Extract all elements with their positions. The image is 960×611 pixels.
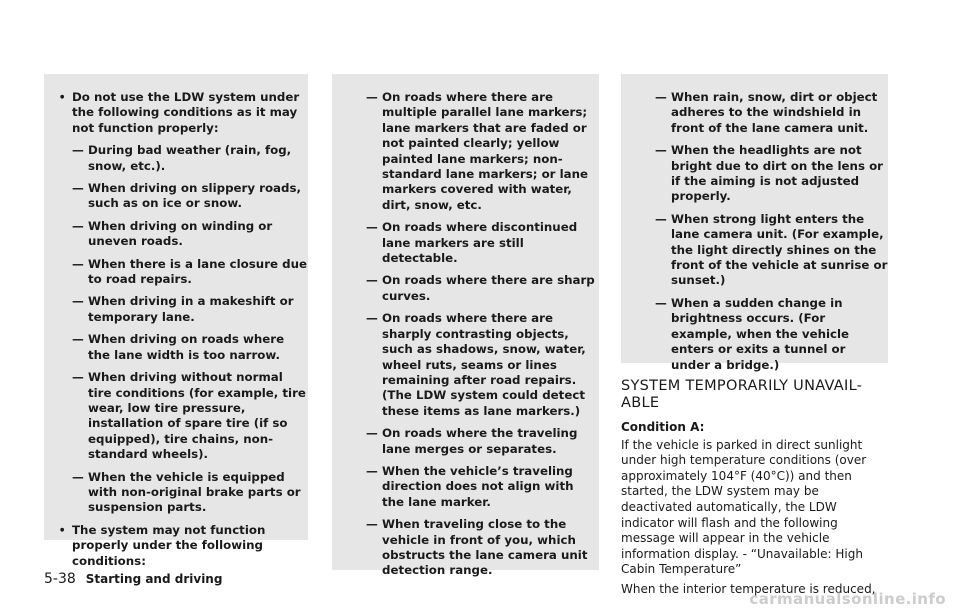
dash-item: — When driving in a makeshift or temporary lane.: [44, 294, 308, 325]
dash-item: — On roads where discontinued lane markers are still detectable.: [332, 220, 599, 266]
dash-item: — When the vehicle’s traveling direction does not align with the lane marker.: [332, 464, 599, 510]
dash-item: — On roads where there are sharp curves.: [332, 273, 599, 304]
body-paragraph: When the interior temperature is reduced,: [621, 581, 876, 596]
section-heading: SYSTEM TEMPORARILY UNAVAIL-ABLE: [621, 378, 863, 411]
dash-item: — During bad weather (rain, fog, snow, etc.).: [44, 143, 308, 174]
bullet-item: ● Do not use the LDW system under the following conditions as it may not function properly:: [44, 90, 308, 136]
warning-box-1: [44, 74, 308, 568]
dash-item: — When rain, snow, dirt or object adheres to the windshield in front of the lane camera unit.: [621, 90, 888, 136]
dash-item: — When driving without normal tire conditions (for example, tire wear, low tire pressure, installation of spare tire (if so equipped), tire chains, non-standard wheels).: [44, 370, 308, 462]
bullet-item: ● The system may not function properly under the following conditions:: [44, 523, 308, 569]
condition-label: Condition A:: [621, 420, 705, 434]
section-unavailable: [621, 378, 891, 602]
warning-box-2: [332, 74, 599, 578]
page-footer: [44, 571, 222, 587]
dash-item: — When traveling close to the vehicle in front of you, which obstructs the lane camera unit detection range.: [332, 517, 599, 579]
section-title: Starting and driving: [85, 572, 223, 586]
dash-item: — On roads where there are sharply contrasting objects, such as shadows, snow, water, wheel ruts, seams or lines remaining after road repairs. (The LDW system could detect these items as lane markers.): [332, 311, 599, 419]
dash-item: — When driving on slippery roads, such as on ice or snow.: [44, 181, 308, 212]
dash-item: — When strong light enters the lane camera unit. (For example, the light directly shines on the front of the vehicle at sunrise or sunset.): [621, 212, 888, 289]
watermark: carmanualsonline.info: [749, 590, 946, 608]
dash-item: — When the vehicle is equipped with non-original brake parts or suspension parts.: [44, 470, 308, 516]
page-number: 5-38: [44, 571, 76, 587]
warning-box-3: [621, 74, 888, 372]
dash-item: — When there is a lane closure due to road repairs.: [44, 257, 308, 288]
dash-item: — When a sudden change in brightness occurs. (For example, when the vehicle enters or exits a tunnel or under a bridge.): [621, 296, 888, 373]
body-paragraph: If the vehicle is parked in direct sunlight under high temperature conditions (over approximately 104°F (40°C)) and then started, the LDW system may be deactivated automatically, the LDW indicator will flash and the following message will appear in the vehicle information display. - “Unavailable: High Cabin Temperature”: [621, 437, 867, 577]
dash-item: — When the headlights are not bright due to dirt on the lens or if the aiming is not adjusted properly.: [621, 143, 888, 205]
dash-item: — When driving on roads where the lane width is too narrow.: [44, 332, 308, 363]
dash-item: — On roads where the traveling lane merges or separates.: [332, 426, 599, 457]
dash-item: — When driving on winding or uneven roads.: [44, 219, 308, 250]
dash-item: — On roads where there are multiple parallel lane markers; lane markers that are faded or not painted clearly; yellow painted lane markers; non-standard lane markers; or lane markers covered with water, dirt, snow, etc.: [332, 90, 599, 213]
